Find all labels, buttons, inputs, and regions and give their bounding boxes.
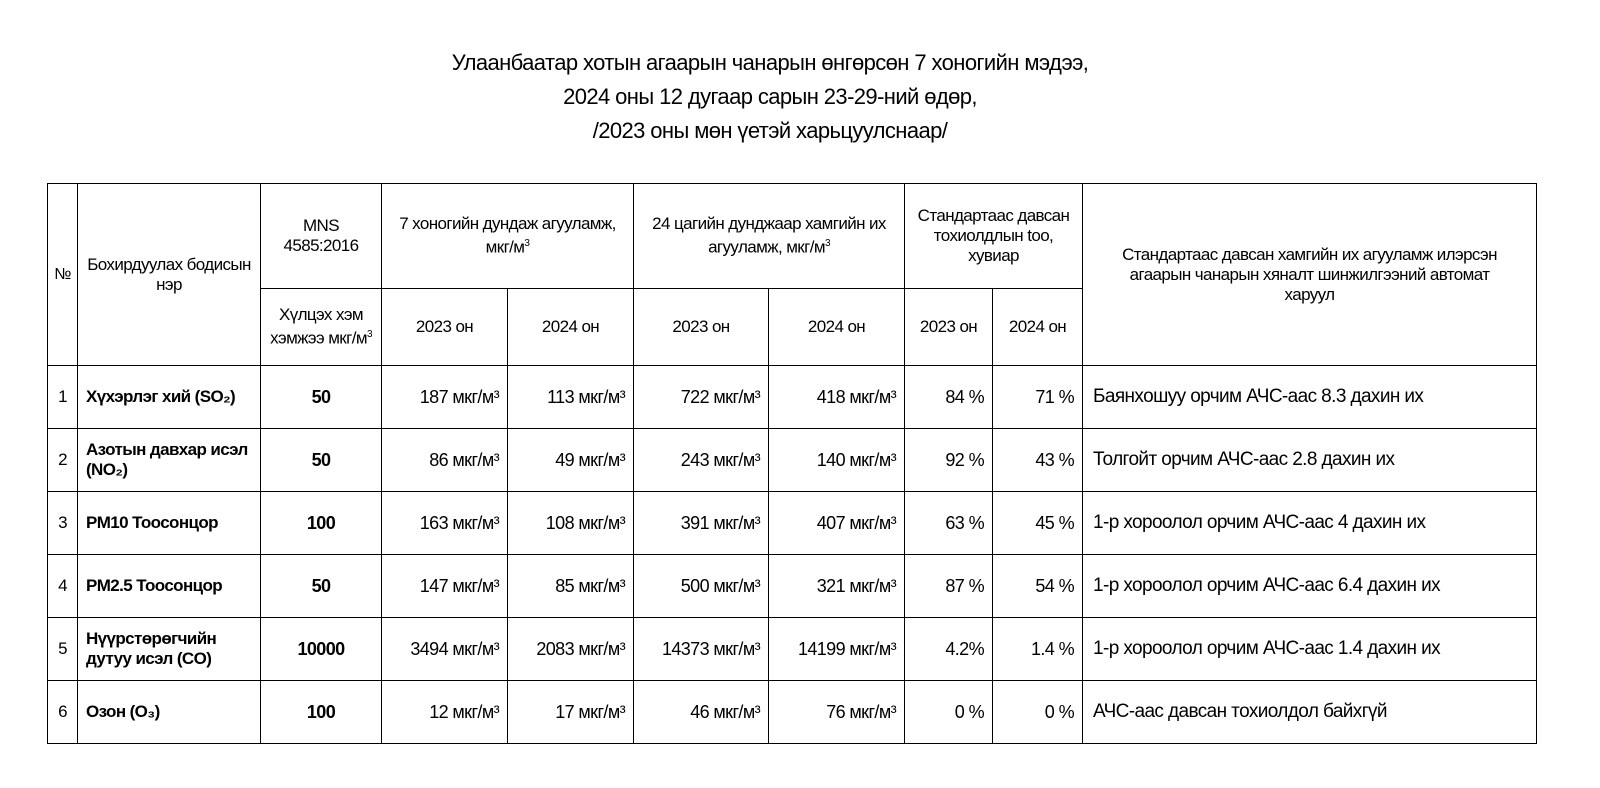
- avg-2023: 147 мкг/м³: [382, 555, 508, 618]
- avg-2024: 2083 мкг/м³: [508, 618, 634, 681]
- title-line-3: /2023 оны мөн үетэй харьцуулснаар/: [592, 118, 948, 143]
- max-2024: 14199 мкг/м³: [769, 618, 905, 681]
- max-2023: 500 мкг/м³: [634, 555, 769, 618]
- station-note: 1-р хороолол орчим АЧС-аас 1.4 дахин их: [1083, 618, 1537, 681]
- row-number: 4: [48, 555, 78, 618]
- table-row: [48, 366, 1537, 429]
- table-row: [48, 618, 1537, 681]
- exceed-pct-2023: 87 %: [905, 555, 993, 618]
- pollutant-name: PM10 Тоосонцор: [78, 492, 261, 555]
- avg-2024: 113 мкг/м³: [508, 366, 634, 429]
- table-row: [48, 492, 1537, 555]
- header-pollutant: Бохирдуулах бодисын нэр: [78, 184, 261, 366]
- pollutant-name: PM2.5 Тоосонцор: [78, 555, 261, 618]
- avg-2023: 86 мкг/м³: [382, 429, 508, 492]
- max-2023: 391 мкг/м³: [634, 492, 769, 555]
- title-line-1: Улаанбаатар хотын агаарын чанарын өнгөрсөн 7 хоногийн мэдээ,: [451, 50, 1089, 75]
- header-max-24h: 24 цагийн дунджаар хамгийн их агууламж, мкг/$м^3$: [634, 184, 905, 289]
- air-quality-table: [47, 183, 1537, 744]
- exceed-pct-2024: 45 %: [993, 492, 1083, 555]
- standard-limit: 50: [261, 429, 382, 492]
- header-exceed-pct: Стандартаас давсан тохиолдлын too, хувиар: [905, 184, 1083, 289]
- max-2024: 140 мкг/м³: [769, 429, 905, 492]
- avg-2023: 3494 мкг/м³: [382, 618, 508, 681]
- avg-2023: 12 мкг/м³: [382, 681, 508, 744]
- row-number: 3: [48, 492, 78, 555]
- header-limit: Хүлцэх хэм хэмжээ мкг/$м^3$: [261, 289, 382, 366]
- max-2023: 14373 мкг/м³: [634, 618, 769, 681]
- row-number: 1: [48, 366, 78, 429]
- max-2024: 407 мкг/м³: [769, 492, 905, 555]
- header-pct-2024: 2024 он: [993, 289, 1083, 366]
- header-no: №: [48, 184, 78, 366]
- header-weekly-avg: 7 хоногийн дундаж агууламж, мкг/$м^3$: [382, 184, 634, 289]
- exceed-pct-2024: 54 %: [993, 555, 1083, 618]
- pollutant-name: Озон (O₃): [78, 681, 261, 744]
- pollutant-name: Нүүрстөрөгчийн дутуу исэл (CO): [78, 618, 261, 681]
- standard-limit: 100: [261, 681, 382, 744]
- row-number: 5: [48, 618, 78, 681]
- exceed-pct-2023: 92 %: [905, 429, 993, 492]
- max-2023: 46 мкг/м³: [634, 681, 769, 744]
- standard-limit: 50: [261, 366, 382, 429]
- avg-2023: 187 мкг/м³: [382, 366, 508, 429]
- standard-limit: 100: [261, 492, 382, 555]
- header-max-2024: 2024 он: [769, 289, 905, 366]
- pollutant-name: Азотын давхар исэл (NO₂): [78, 429, 261, 492]
- pollutant-name: Хүхэрлэг хий (SO₂): [78, 366, 261, 429]
- row-number: 2: [48, 429, 78, 492]
- exceed-pct-2023: 0 %: [905, 681, 993, 744]
- max-2024: 321 мкг/м³: [769, 555, 905, 618]
- header-pct-2023: 2023 он: [905, 289, 993, 366]
- exceed-pct-2024: 71 %: [993, 366, 1083, 429]
- exceed-pct-2023: 84 %: [905, 366, 993, 429]
- exceed-pct-2023: 63 %: [905, 492, 993, 555]
- max-2024: 76 мкг/м³: [769, 681, 905, 744]
- avg-2023: 163 мкг/м³: [382, 492, 508, 555]
- exceed-pct-2023: 4.2%: [905, 618, 993, 681]
- row-number: 6: [48, 681, 78, 744]
- table-row: [48, 429, 1537, 492]
- avg-2024: 49 мкг/м³: [508, 429, 634, 492]
- max-2023: 722 мкг/м³: [634, 366, 769, 429]
- header-avg-2023: 2023 он: [382, 289, 508, 366]
- station-note: Толгойт орчим АЧС-аас 2.8 дахин их: [1083, 429, 1537, 492]
- avg-2024: 85 мкг/м³: [508, 555, 634, 618]
- report-title: [0, 46, 1540, 148]
- avg-2024: 17 мкг/м³: [508, 681, 634, 744]
- standard-limit: 50: [261, 555, 382, 618]
- station-note: Баянхошуу орчим АЧС-аас 8.3 дахин их: [1083, 366, 1537, 429]
- header-max-2023: 2023 он: [634, 289, 769, 366]
- station-note: 1-р хороолол орчим АЧС-аас 6.4 дахин их: [1083, 555, 1537, 618]
- avg-2024: 108 мкг/м³: [508, 492, 634, 555]
- max-2024: 418 мкг/м³: [769, 366, 905, 429]
- table-row: [48, 555, 1537, 618]
- title-line-2: 2024 оны 12 дугаар сарын 23-29-ний өдөр,: [563, 84, 977, 109]
- exceed-pct-2024: 0 %: [993, 681, 1083, 744]
- max-2023: 243 мкг/м³: [634, 429, 769, 492]
- station-note: 1-р хороолол орчим АЧС-аас 4 дахин их: [1083, 492, 1537, 555]
- standard-limit: 10000: [261, 618, 382, 681]
- exceed-pct-2024: 43 %: [993, 429, 1083, 492]
- header-mns: MNS 4585:2016: [261, 184, 382, 289]
- station-note: АЧС-аас давсан тохиолдол байхгүй: [1083, 681, 1537, 744]
- header-station: Стандартаас давсан хамгийн их агууламж илэрсэн агаарын чанарын хяналт шинжилгээний автомат харуул: [1083, 184, 1537, 366]
- header-avg-2024: 2024 он: [508, 289, 634, 366]
- exceed-pct-2024: 1.4 %: [993, 618, 1083, 681]
- table-row: [48, 681, 1537, 744]
